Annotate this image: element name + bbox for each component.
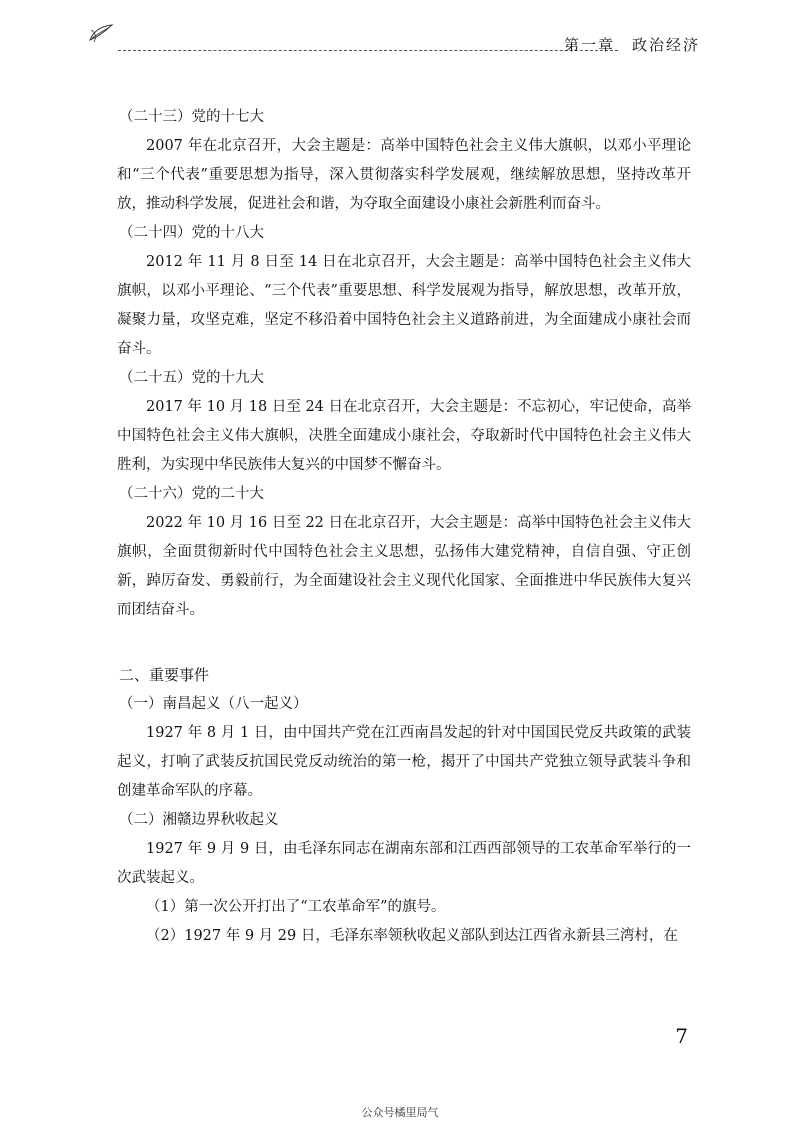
list-item: （1）第一次公开打出了“工农革命军”的旗号。: [146, 899, 446, 915]
page-number: 7: [675, 1024, 688, 1048]
paragraph: 2017 年 10 月 18 日至 24 日在北京召开，大会主题是：不忘初心，牢记使命，高举中国特色社会主义伟大旗帜，决胜全面建成小康社会，夺取新时代中国特色社会主义伟大胜利，为实现中华民族伟大复兴的中国梦不懈奋斗。: [117, 399, 692, 473]
section-subtitle: （二十五）党的十九大: [119, 370, 264, 386]
leaf-logo-icon: [88, 22, 114, 44]
page-body: [117, 103, 691, 951]
paragraph: 1927 年 9 月 9 日，由毛泽东同志在湖南东部和江西西部领导的工农革命军举行的一次武装起义。: [117, 841, 691, 886]
chapter-title: 第一章 政治经济: [563, 36, 700, 54]
section-subtitle: （二十四）党的十八大: [119, 225, 264, 241]
section-subtitle: （二十六）党的二十大: [119, 486, 264, 502]
section-subtitle: （二十三）党的十七大: [119, 109, 264, 125]
page-header: [88, 20, 700, 60]
paragraph: 2012 年 11 月 8 日至 14 日在北京召开，大会主题是：高举中国特色社会主义伟大旗帜，以邓小平理论、“三个代表”重要思想、科学发展观为指导，解放思想，改革开放，凝聚力量，攻坚克难，坚定不移沿着中国特色社会主义道路前进，为全面建成小康社会而奋斗。: [117, 254, 691, 357]
paragraph: 2022 年 10 月 16 日至 22 日在北京召开，大会主题是：高举中国特色社会主义伟大旗帜，全面贯彻新时代中国特色社会主义思想，弘扬伟大建党精神，自信自强、守正创新，踔厉奋发、勇毅前行，为全面建设社会主义现代化国家、全面推进中华民族伟大复兴而团结奋斗。: [117, 515, 692, 618]
watermark: 公众号橘里局气: [361, 1106, 439, 1119]
list-item: （2）1927 年 9 月 29 日，毛泽东率领秋收起义部队到达江西省永新县三湾村，在: [146, 928, 678, 944]
section-subtitle: （一）南昌起义（八一起义）: [119, 696, 308, 712]
section-subtitle: （二）湘赣边界秋收起义: [119, 812, 279, 828]
header-rule: [118, 50, 618, 51]
section-heading: 二、重要事件: [119, 666, 210, 684]
paragraph: 1927 年 8 月 1 日，由中国共产党在江西南昌发起的针对中国国民党反共政策的武装起义，打响了武装反抗国民党反动统治的第一枪，揭开了中国共产党独立领导武装斗争和创建革命军队的序幕。: [117, 725, 691, 799]
paragraph: 2007 年在北京召开，大会主题是：高举中国特色社会主义伟大旗帜，以邓小平理论和“三个代表”重要思想为指导，深入贯彻落实科学发展观，继续解放思想，坚持改革开放，推动科学发展，促进社会和谐，为夺取全面建设小康社会新胜利而奋斗。: [117, 138, 691, 212]
